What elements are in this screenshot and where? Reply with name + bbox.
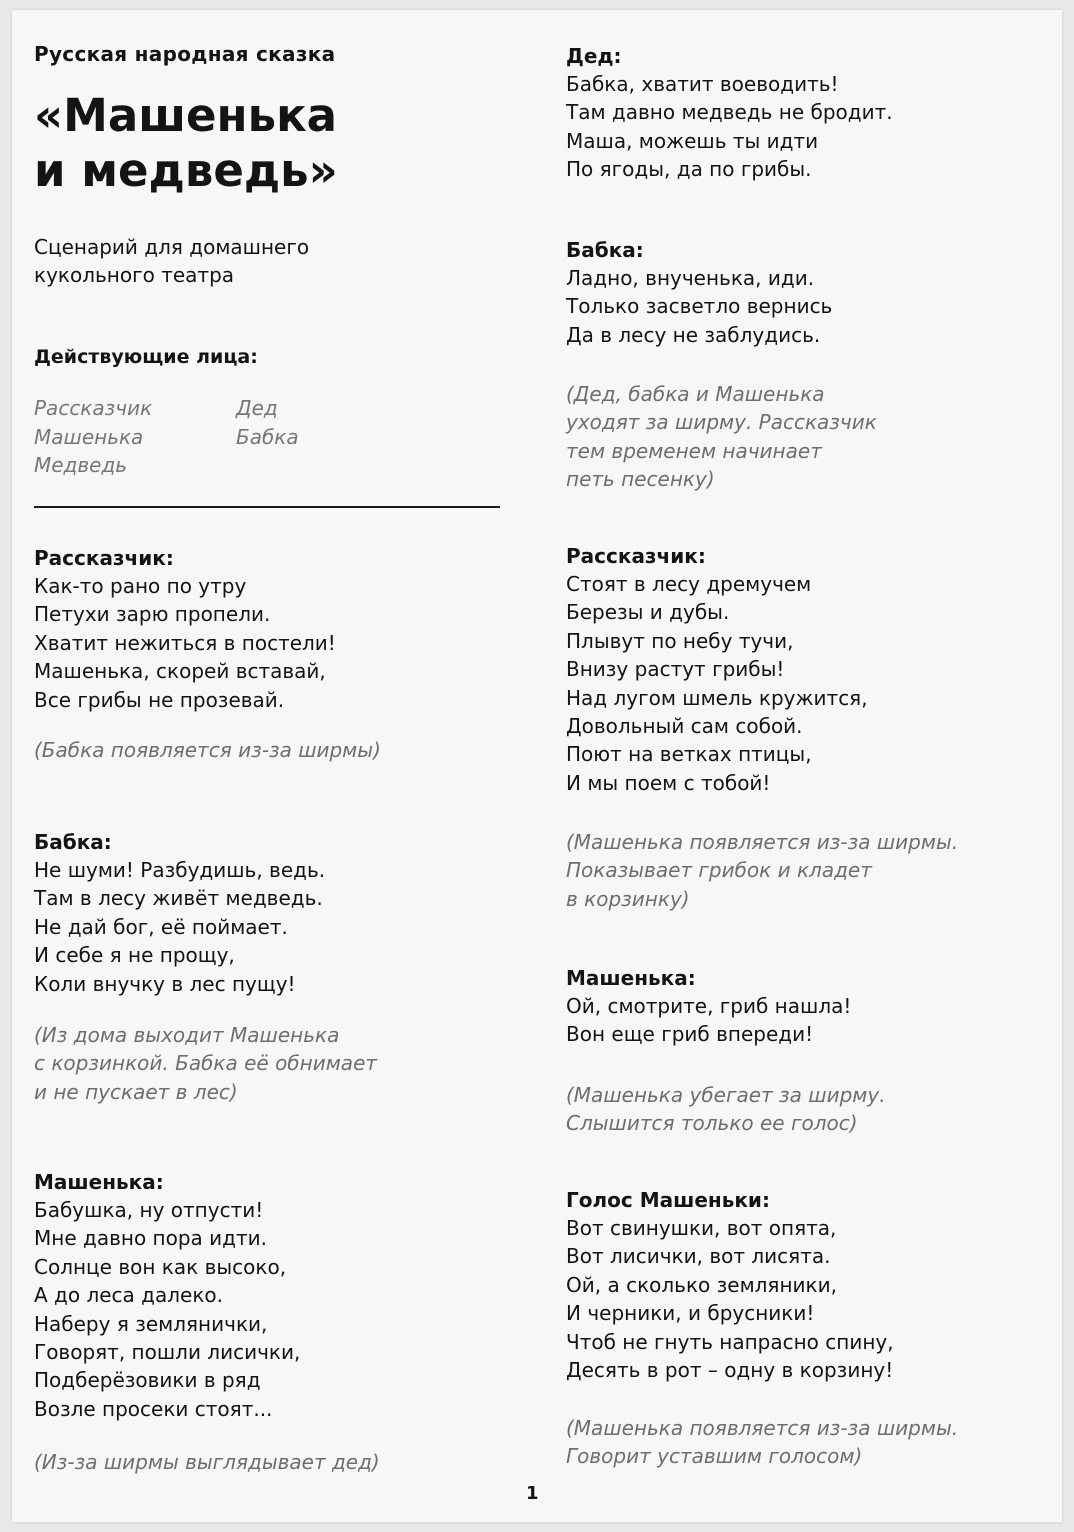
dialogue-lines: Не шуми! Разбудишь, ведь. Там в лесу живёт медведь. Не дай бог, её поймает. И себе я не прощу, Коли внучку в лес пущу! [34, 858, 326, 996]
stage-direction [566, 1081, 886, 1138]
cast-list [34, 394, 299, 480]
cast-item: Медведь [34, 453, 128, 477]
stage-direction [566, 380, 877, 494]
stage-direction [34, 1448, 380, 1476]
stage-direction-text: (Из дома выходит Машенька с корзинкой. Бабка её обнимает и не пускает в лес) [34, 1023, 378, 1104]
stage-direction [34, 1021, 377, 1106]
speaker-name: Бабка: [566, 238, 644, 262]
dialogue-lines: Вот свинушки, вот опята, Вот лисички, вот лисята. Ой, а сколько земляники, И черники, и брусники! Чтоб не гнуть напрасно спину, Десять в рот – одну в корзину! [566, 1216, 894, 1383]
script-page [12, 10, 1062, 1522]
dialogue-lines: Как-то рано по утру Петухи зарю пропели. Хватит нежиться в постели! Машенька, скорей вставай, Все грибы не прозевай. [34, 574, 336, 712]
dialogue-block [566, 964, 851, 1049]
dialogue-block [34, 1168, 300, 1423]
stage-direction-text: (Дед, бабка и Машенька уходят за ширму. Рассказчик тем временем начинает петь песенку) [566, 382, 877, 492]
speaker-name: Дед: [566, 44, 622, 68]
speaker-name: Машенька: [566, 966, 696, 990]
dialogue-block [566, 42, 893, 184]
stage-direction-text: (Бабка появляется из-за ширмы) [34, 738, 381, 762]
stage-direction [566, 828, 958, 913]
dialogue-lines: Стоят в лесу дремучем Березы и дубы. Плывут по небу тучи, Внизу растут грибы! Над лугом шмель кружится, Довольный сам собой. Поют на ветках птицы, И мы поем с тобой! [566, 572, 868, 795]
stage-direction-text: (Машенька убегает за ширму. Слышится только ее голос) [566, 1083, 886, 1136]
stage-direction [34, 736, 381, 764]
speaker-name: Голос Машеньки: [566, 1188, 770, 1212]
page-title: «Машенька и медведь» [34, 89, 338, 197]
speaker-name: Бабка: [34, 830, 112, 854]
dialogue-block [566, 1186, 894, 1384]
dialogue-block [566, 542, 868, 797]
cast-heading: Действующие лица: [34, 346, 258, 368]
divider [34, 506, 500, 508]
cast-item: Машенька [34, 424, 144, 449]
dialogue-block [34, 544, 336, 714]
subtitle: Русская народная сказка [34, 42, 336, 66]
stage-direction [566, 1414, 958, 1471]
dialogue-lines: Бабка, хватит воеводить! Там давно медведь не бродит. Маша, можешь ты идти По ягоды, да по грибы. [566, 72, 893, 182]
dialogue-block [34, 828, 325, 998]
dialogue-lines: Ой, смотрите, гриб нашла! Вон еще гриб впереди! [566, 994, 852, 1047]
stage-direction-text: (Машенька появляется из-за ширмы. Говорит уставшим голосом) [566, 1416, 959, 1469]
speaker-name: Рассказчик: [34, 546, 174, 570]
dialogue-lines: Бабушка, ну отпусти! Мне давно пора идти. Солнце вон как высоко, А до леса далеко. Наберу я землянички, Говорят, пошли лисички, Подберёзовики в ряд Возле просеки стоят... [34, 1198, 301, 1421]
dialogue-block [566, 236, 832, 349]
stage-direction-text: (Из-за ширмы выглядывает дед) [34, 1450, 380, 1474]
cast-item: Дед [236, 396, 278, 420]
speaker-name: Машенька: [34, 1170, 164, 1194]
cast-item: Бабка [236, 424, 299, 449]
speaker-name: Рассказчик: [566, 544, 706, 568]
page-number: 1 [526, 1483, 539, 1504]
description: Сценарий для домашнего кукольного театра [34, 235, 310, 287]
dialogue-lines: Ладно, внученька, иди. Только засветло вернись Да в лесу не заблудись. [566, 266, 833, 347]
stage-direction-text: (Машенька появляется из-за ширмы. Показывает грибок и кладет в корзинку) [566, 830, 959, 911]
cast-item: Рассказчик [34, 396, 153, 420]
